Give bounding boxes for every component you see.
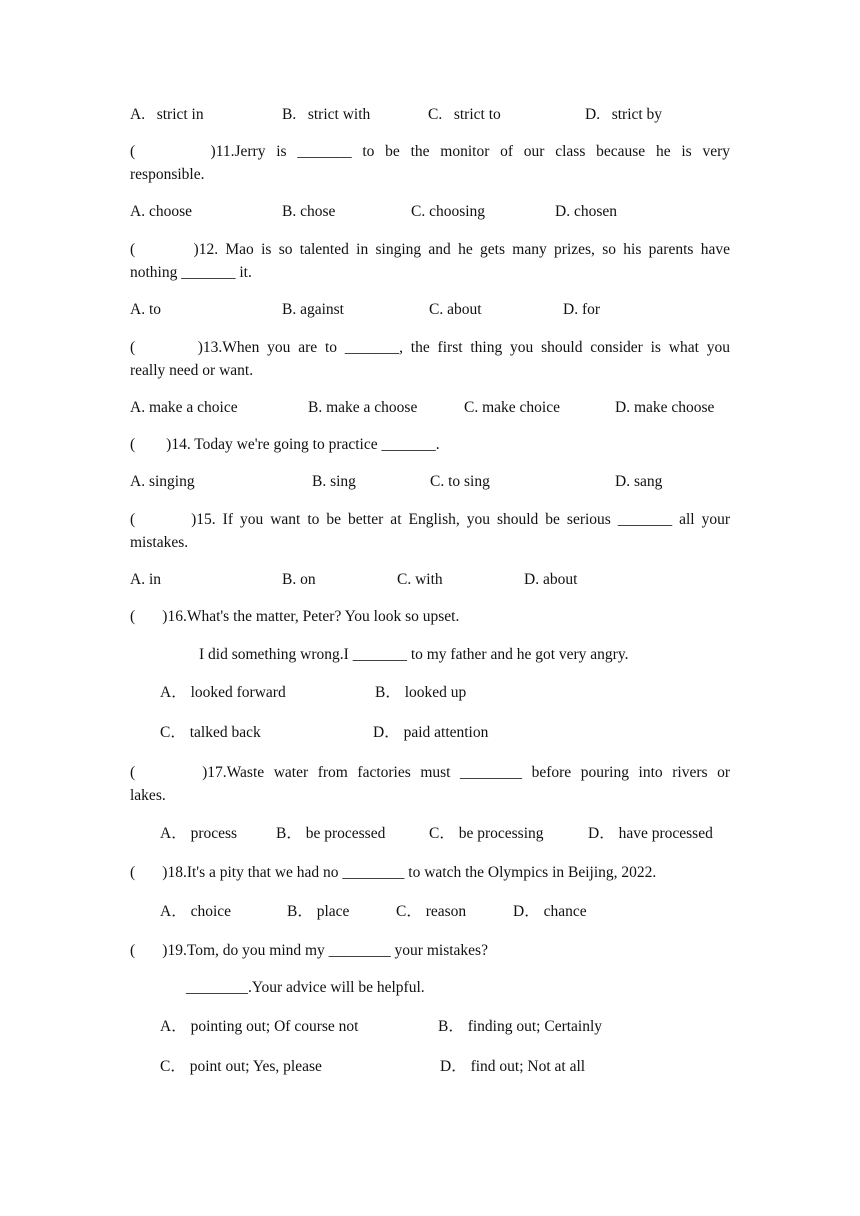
q18-option-a[interactable]: A． choice (160, 903, 232, 920)
q19-option-c[interactable]: C． point out; Yes, please (160, 1058, 322, 1075)
q19-stem-line1: ( )19.Tom, do you mind my ________ your mistakes? (130, 942, 488, 959)
q15-stem-line1: ( )15. If you want to be better at English, you should be serious _______ all your (130, 511, 730, 528)
q17-option-a[interactable]: A． process (160, 825, 238, 842)
q10-option-b[interactable]: B. strict with (282, 106, 371, 123)
q11-option-d[interactable]: D. chosen (555, 203, 617, 220)
q14-option-b[interactable]: B. sing (312, 473, 356, 490)
q12-option-c[interactable]: C. about (429, 301, 482, 318)
q15-option-a[interactable]: A. in (130, 571, 161, 588)
q10-option-d[interactable]: D. strict by (585, 106, 663, 123)
q18-stem-line1: ( )18.It's a pity that we had no ________ to watch the Olympics in Beijing, 2022. (130, 864, 657, 881)
q10-option-c[interactable]: C. strict to (428, 106, 501, 123)
q12-option-a[interactable]: A. to (130, 301, 161, 318)
q16-option-a[interactable]: A． looked forward (160, 684, 286, 701)
q18-option-b[interactable]: B． place (287, 903, 350, 920)
q11-stem-line1: ( )11.Jerry is _______ to be the monitor of our class because he is very (130, 143, 730, 160)
q12-option-d[interactable]: D. for (563, 301, 601, 318)
q16-stem-line1: ( )16.What's the matter, Peter? You look so upset. (130, 608, 460, 625)
q19-stem-line2: ________.Your advice will be helpful. (186, 979, 425, 996)
q16-option-b[interactable]: B． looked up (375, 684, 467, 701)
q13-stem-line1: ( )13.When you are to _______, the first thing you should consider is what you (130, 339, 730, 356)
q17-option-d[interactable]: D． have processed (588, 825, 713, 842)
q19-option-d[interactable]: D． find out; Not at all (440, 1058, 586, 1075)
q11-stem-line2: responsible. (130, 166, 205, 183)
q17-option-b[interactable]: B． be processed (276, 825, 386, 842)
q19-option-b[interactable]: B． finding out; Certainly (438, 1018, 603, 1035)
q10-option-a[interactable]: A. strict in (130, 106, 204, 123)
q18-option-c[interactable]: C． reason (396, 903, 467, 920)
q13-stem-line2: really need or want. (130, 362, 254, 379)
q12-option-b[interactable]: B. against (282, 301, 344, 318)
q14-option-d[interactable]: D. sang (615, 473, 663, 490)
q17-stem-line1: ( )17.Waste water from factories must ________ before pouring into rivers or (130, 764, 730, 781)
q11-option-c[interactable]: C. choosing (411, 203, 486, 220)
q15-option-d[interactable]: D. about (524, 571, 578, 588)
q13-option-c[interactable]: C. make choice (464, 399, 560, 416)
q11-option-b[interactable]: B. chose (282, 203, 336, 220)
q18-option-d[interactable]: D． chance (513, 903, 587, 920)
q13-option-b[interactable]: B. make a choose (308, 399, 418, 416)
q16-option-d[interactable]: D． paid attention (373, 724, 489, 741)
q12-stem-line1: ( )12. Mao is so talented in singing and he gets many prizes, so his parents have (130, 241, 730, 258)
q11-option-a[interactable]: A. choose (130, 203, 192, 220)
q14-option-c[interactable]: C. to sing (430, 473, 490, 490)
q17-option-c[interactable]: C． be processing (429, 825, 544, 842)
q17-stem-line2: lakes. (130, 787, 166, 804)
q13-option-a[interactable]: A. make a choice (130, 399, 238, 416)
q14-option-a[interactable]: A. singing (130, 473, 195, 490)
q14-stem-line1: ( )14. Today we're going to practice _______. (130, 436, 440, 453)
q19-option-a[interactable]: A． pointing out; Of course not (160, 1018, 359, 1035)
q16-stem-line2: I did something wrong.I _______ to my father and he got very angry. (199, 646, 629, 663)
q15-option-c[interactable]: C. with (397, 571, 443, 588)
q13-option-d[interactable]: D. make choose (615, 399, 715, 416)
q15-option-b[interactable]: B. on (282, 571, 316, 588)
q12-stem-line2: nothing _______ it. (130, 264, 252, 281)
q15-stem-line2: mistakes. (130, 534, 189, 551)
q16-option-c[interactable]: C． talked back (160, 724, 261, 741)
